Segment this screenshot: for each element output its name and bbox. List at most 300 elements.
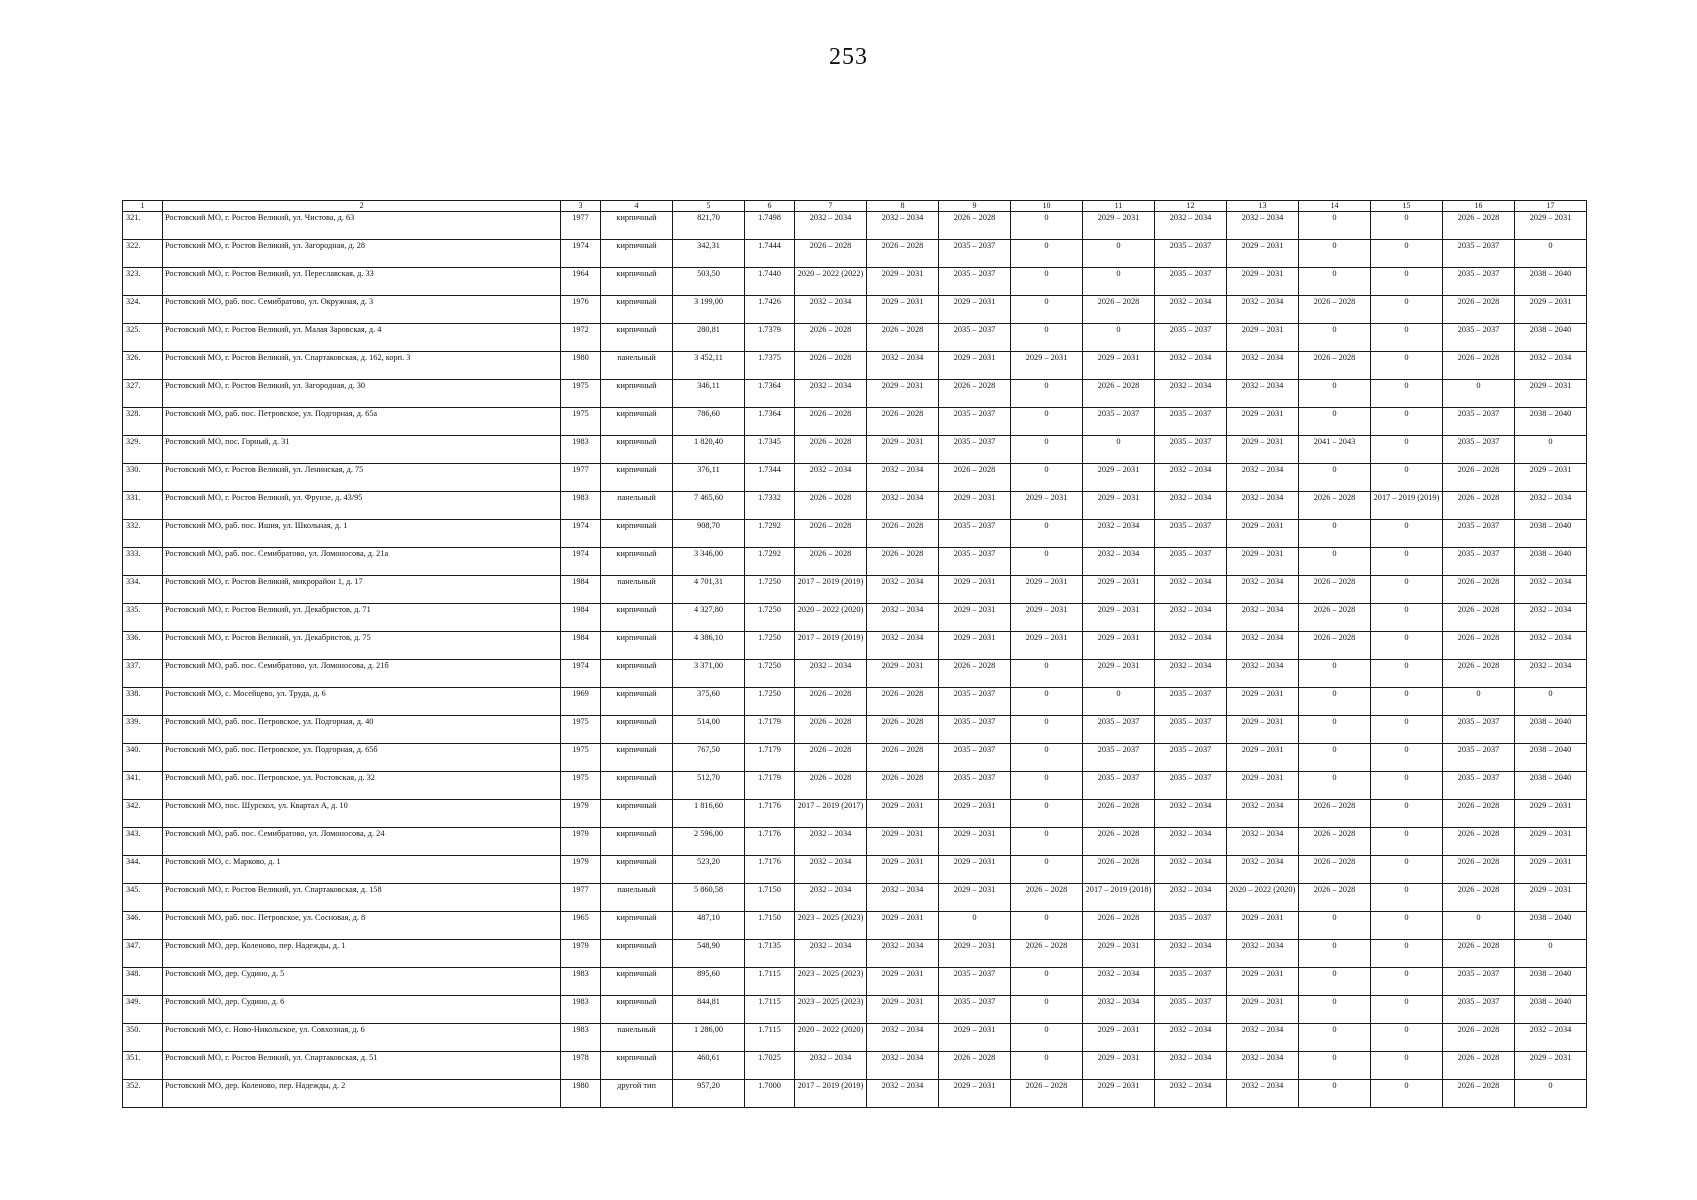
cell-build-year: 1983 <box>561 492 601 520</box>
cell-period-col-9: 2029 – 2031 <box>939 576 1011 604</box>
cell-period-col-17: 2038 – 2040 <box>1515 520 1587 548</box>
cell-row-number: 327. <box>123 380 163 408</box>
table-row <box>123 1024 1587 1052</box>
cell-period-col-8: 2029 – 2031 <box>867 268 939 296</box>
column-number-4: 4 <box>601 201 673 212</box>
cell-period-col-11: 2026 – 2028 <box>1083 380 1155 408</box>
cell-build-year: 1979 <box>561 800 601 828</box>
table-row <box>123 408 1587 436</box>
cell-period-col-15: 0 <box>1371 1052 1443 1080</box>
cell-wall-material: кирпичный <box>601 464 673 492</box>
cell-period-col-14: 0 <box>1299 688 1371 716</box>
cell-area: 895,60 <box>673 968 745 996</box>
cell-period-col-8: 2026 – 2028 <box>867 548 939 576</box>
cell-period-col-15: 0 <box>1371 940 1443 968</box>
cell-period-col-14: 0 <box>1299 240 1371 268</box>
cell-period-col-12: 2032 – 2034 <box>1155 576 1227 604</box>
cell-period-col-13: 2029 – 2031 <box>1227 324 1299 352</box>
cell-period-col-8: 2032 – 2034 <box>867 576 939 604</box>
cell-period-col-12: 2032 – 2034 <box>1155 492 1227 520</box>
cell-period-col-8: 2026 – 2028 <box>867 324 939 352</box>
cell-area: 957,20 <box>673 1080 745 1108</box>
cell-address: Ростовский МО, г. Ростов Великий, ул. Загородная, д. 30 <box>163 380 561 408</box>
cell-row-number: 347. <box>123 940 163 968</box>
cell-period-col-7: 2017 – 2019 (2019) <box>795 632 867 660</box>
cell-period-col-11: 0 <box>1083 240 1155 268</box>
cell-period-col-15: 2017 – 2019 (2019) <box>1371 492 1443 520</box>
cell-period-col-13: 2032 – 2034 <box>1227 660 1299 688</box>
cell-period-col-16: 2035 – 2037 <box>1443 268 1515 296</box>
cell-build-year: 1984 <box>561 576 601 604</box>
cell-period-col-7: 2026 – 2028 <box>795 492 867 520</box>
cell-period-col-9: 2035 – 2037 <box>939 268 1011 296</box>
table-row <box>123 492 1587 520</box>
cell-priority-index: 1.7115 <box>745 968 795 996</box>
cell-period-col-13: 2032 – 2034 <box>1227 1052 1299 1080</box>
cell-period-col-10: 2026 – 2028 <box>1011 940 1083 968</box>
cell-period-col-15: 0 <box>1371 436 1443 464</box>
column-number-16: 16 <box>1443 201 1515 212</box>
cell-period-col-15: 0 <box>1371 912 1443 940</box>
cell-period-col-10: 0 <box>1011 324 1083 352</box>
cell-period-col-16: 2026 – 2028 <box>1443 212 1515 240</box>
column-number-5: 5 <box>673 201 745 212</box>
cell-row-number: 344. <box>123 856 163 884</box>
cell-period-col-16: 2026 – 2028 <box>1443 1080 1515 1108</box>
cell-build-year: 1972 <box>561 324 601 352</box>
cell-period-col-14: 0 <box>1299 408 1371 436</box>
cell-address: Ростовский МО, пос. Шурскол, ул. Квартал А, д. 10 <box>163 800 561 828</box>
cell-period-col-9: 2026 – 2028 <box>939 660 1011 688</box>
cell-build-year: 1975 <box>561 772 601 800</box>
cell-period-col-17: 2038 – 2040 <box>1515 912 1587 940</box>
cell-period-col-10: 0 <box>1011 828 1083 856</box>
cell-period-col-12: 2035 – 2037 <box>1155 688 1227 716</box>
cell-period-col-17: 2032 – 2034 <box>1515 352 1587 380</box>
cell-period-col-17: 0 <box>1515 1080 1587 1108</box>
cell-period-col-11: 2029 – 2031 <box>1083 1080 1155 1108</box>
cell-period-col-9: 2035 – 2037 <box>939 968 1011 996</box>
cell-build-year: 1979 <box>561 828 601 856</box>
cell-period-col-15: 0 <box>1371 380 1443 408</box>
cell-period-col-10: 0 <box>1011 212 1083 240</box>
cell-period-col-16: 2035 – 2037 <box>1443 324 1515 352</box>
cell-period-col-7: 2032 – 2034 <box>795 856 867 884</box>
cell-period-col-9: 2029 – 2031 <box>939 884 1011 912</box>
cell-period-col-11: 0 <box>1083 688 1155 716</box>
cell-period-col-11: 2026 – 2028 <box>1083 912 1155 940</box>
cell-period-col-8: 2026 – 2028 <box>867 772 939 800</box>
cell-row-number: 322. <box>123 240 163 268</box>
cell-period-col-12: 2035 – 2037 <box>1155 716 1227 744</box>
cell-row-number: 349. <box>123 996 163 1024</box>
table-row <box>123 632 1587 660</box>
cell-period-col-9: 2035 – 2037 <box>939 240 1011 268</box>
cell-period-col-15: 0 <box>1371 268 1443 296</box>
cell-period-col-9: 2029 – 2031 <box>939 604 1011 632</box>
cell-period-col-8: 2032 – 2034 <box>867 1024 939 1052</box>
table-row <box>123 464 1587 492</box>
column-number-10: 10 <box>1011 201 1083 212</box>
cell-row-number: 330. <box>123 464 163 492</box>
cell-build-year: 1983 <box>561 968 601 996</box>
cell-area: 460,61 <box>673 1052 745 1080</box>
cell-period-col-11: 2032 – 2034 <box>1083 548 1155 576</box>
cell-period-col-7: 2026 – 2028 <box>795 436 867 464</box>
cell-period-col-9: 0 <box>939 912 1011 940</box>
cell-build-year: 1979 <box>561 940 601 968</box>
cell-period-col-11: 2029 – 2031 <box>1083 940 1155 968</box>
cell-row-number: 348. <box>123 968 163 996</box>
cell-period-col-9: 2029 – 2031 <box>939 296 1011 324</box>
cell-build-year: 1965 <box>561 912 601 940</box>
cell-wall-material: кирпичный <box>601 408 673 436</box>
cell-priority-index: 1.7292 <box>745 520 795 548</box>
cell-period-col-7: 2026 – 2028 <box>795 744 867 772</box>
cell-period-col-12: 2032 – 2034 <box>1155 1080 1227 1108</box>
cell-wall-material: кирпичный <box>601 296 673 324</box>
cell-period-col-15: 0 <box>1371 296 1443 324</box>
cell-priority-index: 1.7176 <box>745 856 795 884</box>
cell-period-col-12: 2035 – 2037 <box>1155 996 1227 1024</box>
cell-wall-material: кирпичный <box>601 520 673 548</box>
cell-row-number: 345. <box>123 884 163 912</box>
table-header <box>123 201 1587 212</box>
cell-priority-index: 1.7379 <box>745 324 795 352</box>
cell-build-year: 1969 <box>561 688 601 716</box>
cell-period-col-11: 2035 – 2037 <box>1083 744 1155 772</box>
cell-area: 5 860,58 <box>673 884 745 912</box>
cell-period-col-7: 2017 – 2019 (2019) <box>795 576 867 604</box>
cell-period-col-14: 2026 – 2028 <box>1299 856 1371 884</box>
cell-row-number: 350. <box>123 1024 163 1052</box>
cell-period-col-10: 0 <box>1011 296 1083 324</box>
cell-period-col-14: 0 <box>1299 464 1371 492</box>
cell-period-col-14: 2026 – 2028 <box>1299 576 1371 604</box>
cell-build-year: 1976 <box>561 296 601 324</box>
cell-period-col-7: 2032 – 2034 <box>795 884 867 912</box>
cell-wall-material: кирпичный <box>601 772 673 800</box>
cell-period-col-15: 0 <box>1371 744 1443 772</box>
cell-period-col-8: 2029 – 2031 <box>867 660 939 688</box>
cell-period-col-16: 2026 – 2028 <box>1443 940 1515 968</box>
cell-row-number: 336. <box>123 632 163 660</box>
cell-build-year: 1984 <box>561 604 601 632</box>
cell-period-col-16: 2035 – 2037 <box>1443 744 1515 772</box>
cell-period-col-13: 2032 – 2034 <box>1227 604 1299 632</box>
cell-area: 548,90 <box>673 940 745 968</box>
cell-area: 375,60 <box>673 688 745 716</box>
cell-period-col-7: 2020 – 2022 (2020) <box>795 604 867 632</box>
cell-period-col-14: 0 <box>1299 1024 1371 1052</box>
cell-period-col-14: 2026 – 2028 <box>1299 800 1371 828</box>
cell-address: Ростовский МО, пос. Горный, д. 31 <box>163 436 561 464</box>
cell-period-col-14: 0 <box>1299 268 1371 296</box>
cell-period-col-13: 2029 – 2031 <box>1227 548 1299 576</box>
cell-period-col-8: 2032 – 2034 <box>867 1052 939 1080</box>
column-number-13: 13 <box>1227 201 1299 212</box>
cell-area: 844,81 <box>673 996 745 1024</box>
cell-period-col-13: 2029 – 2031 <box>1227 968 1299 996</box>
cell-priority-index: 1.7498 <box>745 212 795 240</box>
cell-period-col-11: 2029 – 2031 <box>1083 492 1155 520</box>
cell-period-col-10: 0 <box>1011 688 1083 716</box>
cell-period-col-13: 2032 – 2034 <box>1227 1024 1299 1052</box>
cell-period-col-13: 2029 – 2031 <box>1227 772 1299 800</box>
cell-period-col-11: 2029 – 2031 <box>1083 1024 1155 1052</box>
cell-period-col-12: 2035 – 2037 <box>1155 520 1227 548</box>
cell-period-col-17: 0 <box>1515 940 1587 968</box>
cell-area: 342,31 <box>673 240 745 268</box>
cell-period-col-12: 2035 – 2037 <box>1155 548 1227 576</box>
column-number-12: 12 <box>1155 201 1227 212</box>
cell-period-col-16: 2026 – 2028 <box>1443 660 1515 688</box>
cell-row-number: 342. <box>123 800 163 828</box>
cell-period-col-11: 2032 – 2034 <box>1083 996 1155 1024</box>
cell-period-col-8: 2029 – 2031 <box>867 380 939 408</box>
cell-build-year: 1975 <box>561 716 601 744</box>
cell-period-col-16: 2035 – 2037 <box>1443 548 1515 576</box>
cell-period-col-13: 2029 – 2031 <box>1227 996 1299 1024</box>
cell-period-col-9: 2035 – 2037 <box>939 548 1011 576</box>
cell-area: 514,00 <box>673 716 745 744</box>
cell-period-col-17: 2032 – 2034 <box>1515 604 1587 632</box>
cell-period-col-15: 0 <box>1371 800 1443 828</box>
cell-period-col-10: 2029 – 2031 <box>1011 352 1083 380</box>
column-number-3: 3 <box>561 201 601 212</box>
cell-period-col-16: 2026 – 2028 <box>1443 296 1515 324</box>
table-row <box>123 884 1587 912</box>
cell-period-col-11: 2029 – 2031 <box>1083 576 1155 604</box>
cell-area: 512,70 <box>673 772 745 800</box>
cell-period-col-8: 2032 – 2034 <box>867 352 939 380</box>
cell-period-col-9: 2035 – 2037 <box>939 744 1011 772</box>
cell-priority-index: 1.7000 <box>745 1080 795 1108</box>
cell-period-col-16: 2035 – 2037 <box>1443 968 1515 996</box>
cell-period-col-10: 0 <box>1011 520 1083 548</box>
cell-period-col-17: 2038 – 2040 <box>1515 408 1587 436</box>
cell-period-col-14: 0 <box>1299 1052 1371 1080</box>
table-row <box>123 660 1587 688</box>
cell-priority-index: 1.7250 <box>745 576 795 604</box>
cell-wall-material: другой тип <box>601 1080 673 1108</box>
cell-area: 7 465,60 <box>673 492 745 520</box>
cell-period-col-12: 2032 – 2034 <box>1155 604 1227 632</box>
cell-priority-index: 1.7150 <box>745 884 795 912</box>
cell-period-col-13: 2029 – 2031 <box>1227 268 1299 296</box>
cell-wall-material: панельный <box>601 492 673 520</box>
cell-period-col-12: 2032 – 2034 <box>1155 296 1227 324</box>
cell-area: 821,70 <box>673 212 745 240</box>
cell-period-col-13: 2029 – 2031 <box>1227 408 1299 436</box>
cell-period-col-9: 2035 – 2037 <box>939 772 1011 800</box>
cell-period-col-8: 2026 – 2028 <box>867 240 939 268</box>
cell-period-col-15: 0 <box>1371 408 1443 436</box>
cell-period-col-8: 2032 – 2034 <box>867 604 939 632</box>
cell-row-number: 325. <box>123 324 163 352</box>
cell-period-col-10: 0 <box>1011 716 1083 744</box>
cell-period-col-17: 2038 – 2040 <box>1515 716 1587 744</box>
cell-period-col-7: 2032 – 2034 <box>795 828 867 856</box>
cell-period-col-13: 2029 – 2031 <box>1227 716 1299 744</box>
cell-period-col-16: 2026 – 2028 <box>1443 576 1515 604</box>
cell-priority-index: 1.7115 <box>745 1024 795 1052</box>
cell-period-col-17: 0 <box>1515 240 1587 268</box>
cell-period-col-14: 2026 – 2028 <box>1299 352 1371 380</box>
cell-build-year: 1983 <box>561 996 601 1024</box>
column-number-9: 9 <box>939 201 1011 212</box>
table-row <box>123 772 1587 800</box>
cell-wall-material: кирпичный <box>601 1052 673 1080</box>
cell-period-col-10: 2029 – 2031 <box>1011 576 1083 604</box>
cell-period-col-16: 2026 – 2028 <box>1443 884 1515 912</box>
cell-period-col-13: 2032 – 2034 <box>1227 1080 1299 1108</box>
cell-period-col-12: 2035 – 2037 <box>1155 240 1227 268</box>
cell-address: Ростовский МО, дер. Коленово, пер. Надежды, д. 2 <box>163 1080 561 1108</box>
cell-period-col-9: 2029 – 2031 <box>939 1024 1011 1052</box>
cell-wall-material: кирпичный <box>601 548 673 576</box>
cell-period-col-9: 2035 – 2037 <box>939 996 1011 1024</box>
cell-period-col-8: 2029 – 2031 <box>867 996 939 1024</box>
cell-priority-index: 1.7250 <box>745 688 795 716</box>
cell-period-col-17: 2029 – 2031 <box>1515 1052 1587 1080</box>
cell-period-col-16: 2026 – 2028 <box>1443 604 1515 632</box>
cell-period-col-10: 0 <box>1011 1052 1083 1080</box>
cell-period-col-7: 2017 – 2019 (2019) <box>795 1080 867 1108</box>
cell-period-col-15: 0 <box>1371 856 1443 884</box>
cell-period-col-16: 2035 – 2037 <box>1443 436 1515 464</box>
cell-period-col-16: 2035 – 2037 <box>1443 408 1515 436</box>
cell-period-col-15: 0 <box>1371 240 1443 268</box>
cell-period-col-7: 2017 – 2019 (2017) <box>795 800 867 828</box>
cell-period-col-15: 0 <box>1371 996 1443 1024</box>
cell-period-col-17: 2032 – 2034 <box>1515 576 1587 604</box>
cell-period-col-7: 2026 – 2028 <box>795 408 867 436</box>
cell-area: 523,20 <box>673 856 745 884</box>
cell-address: Ростовский МО, г. Ростов Великий, ул. Спартаковская, д. 51 <box>163 1052 561 1080</box>
cell-period-col-7: 2023 – 2025 (2023) <box>795 912 867 940</box>
cell-wall-material: кирпичный <box>601 912 673 940</box>
cell-period-col-15: 0 <box>1371 688 1443 716</box>
cell-period-col-12: 2032 – 2034 <box>1155 380 1227 408</box>
cell-priority-index: 1.7250 <box>745 660 795 688</box>
cell-period-col-14: 2026 – 2028 <box>1299 492 1371 520</box>
cell-period-col-11: 2026 – 2028 <box>1083 856 1155 884</box>
cell-wall-material: кирпичный <box>601 660 673 688</box>
cell-period-col-13: 2029 – 2031 <box>1227 520 1299 548</box>
cell-period-col-13: 2032 – 2034 <box>1227 464 1299 492</box>
cell-address: Ростовский МО, раб. пос. Петровское, ул. Подгорная, д. 65а <box>163 408 561 436</box>
cell-period-col-13: 2029 – 2031 <box>1227 240 1299 268</box>
cell-build-year: 1975 <box>561 408 601 436</box>
cell-period-col-12: 2032 – 2034 <box>1155 212 1227 240</box>
cell-period-col-17: 2038 – 2040 <box>1515 996 1587 1024</box>
cell-priority-index: 1.7364 <box>745 380 795 408</box>
cell-row-number: 339. <box>123 716 163 744</box>
cell-period-col-11: 2026 – 2028 <box>1083 800 1155 828</box>
cell-period-col-17: 2038 – 2040 <box>1515 744 1587 772</box>
cell-period-col-17: 0 <box>1515 688 1587 716</box>
cell-priority-index: 1.7179 <box>745 716 795 744</box>
cell-period-col-16: 2026 – 2028 <box>1443 352 1515 380</box>
cell-period-col-14: 0 <box>1299 548 1371 576</box>
cell-period-col-8: 2032 – 2034 <box>867 940 939 968</box>
cell-period-col-10: 0 <box>1011 996 1083 1024</box>
cell-priority-index: 1.7250 <box>745 604 795 632</box>
table-row <box>123 688 1587 716</box>
cell-period-col-10: 0 <box>1011 772 1083 800</box>
cell-build-year: 1974 <box>561 520 601 548</box>
cell-area: 376,11 <box>673 464 745 492</box>
cell-period-col-11: 2029 – 2031 <box>1083 212 1155 240</box>
cell-period-col-12: 2032 – 2034 <box>1155 660 1227 688</box>
cell-address: Ростовский МО, г. Ростов Великий, ул. Спартаковская, д. 162, корп. 3 <box>163 352 561 380</box>
cell-period-col-14: 0 <box>1299 744 1371 772</box>
cell-period-col-12: 2032 – 2034 <box>1155 884 1227 912</box>
cell-period-col-11: 2026 – 2028 <box>1083 828 1155 856</box>
cell-period-col-11: 2029 – 2031 <box>1083 352 1155 380</box>
cell-period-col-16: 2035 – 2037 <box>1443 772 1515 800</box>
cell-wall-material: кирпичный <box>601 828 673 856</box>
cell-area: 346,11 <box>673 380 745 408</box>
cell-period-col-9: 2029 – 2031 <box>939 828 1011 856</box>
cell-period-col-17: 2029 – 2031 <box>1515 464 1587 492</box>
cell-period-col-12: 2032 – 2034 <box>1155 1052 1227 1080</box>
cell-build-year: 1980 <box>561 352 601 380</box>
cell-build-year: 1964 <box>561 268 601 296</box>
cell-priority-index: 1.7179 <box>745 744 795 772</box>
cell-period-col-17: 2032 – 2034 <box>1515 660 1587 688</box>
cell-period-col-17: 0 <box>1515 436 1587 464</box>
cell-area: 786,60 <box>673 408 745 436</box>
cell-period-col-7: 2032 – 2034 <box>795 1052 867 1080</box>
table-row <box>123 240 1587 268</box>
cell-period-col-9: 2035 – 2037 <box>939 688 1011 716</box>
cell-area: 4 386,10 <box>673 632 745 660</box>
cell-period-col-15: 0 <box>1371 884 1443 912</box>
cell-area: 767,50 <box>673 744 745 772</box>
cell-period-col-10: 0 <box>1011 464 1083 492</box>
cell-period-col-9: 2029 – 2031 <box>939 1080 1011 1108</box>
cell-period-col-7: 2026 – 2028 <box>795 324 867 352</box>
cell-period-col-17: 2038 – 2040 <box>1515 968 1587 996</box>
cell-address: Ростовский МО, дер. Коленово, пер. Надежды, д. 1 <box>163 940 561 968</box>
cell-area: 3 199,00 <box>673 296 745 324</box>
cell-build-year: 1974 <box>561 660 601 688</box>
cell-period-col-13: 2032 – 2034 <box>1227 800 1299 828</box>
column-number-8: 8 <box>867 201 939 212</box>
cell-period-col-15: 0 <box>1371 604 1443 632</box>
cell-period-col-9: 2029 – 2031 <box>939 940 1011 968</box>
cell-period-col-11: 0 <box>1083 324 1155 352</box>
cell-priority-index: 1.7150 <box>745 912 795 940</box>
cell-period-col-14: 2026 – 2028 <box>1299 296 1371 324</box>
cell-period-col-17: 2038 – 2040 <box>1515 268 1587 296</box>
cell-period-col-13: 2029 – 2031 <box>1227 436 1299 464</box>
cell-period-col-13: 2032 – 2034 <box>1227 212 1299 240</box>
table-row <box>123 1080 1587 1108</box>
cell-address: Ростовский МО, г. Ростов Великий, ул. Чистова, д. 63 <box>163 212 561 240</box>
cell-period-col-12: 2032 – 2034 <box>1155 1024 1227 1052</box>
cell-address: Ростовский МО, с. Ново-Никольское, ул. Совхозная, д. 6 <box>163 1024 561 1052</box>
cell-period-col-8: 2032 – 2034 <box>867 492 939 520</box>
cell-address: Ростовский МО, раб. пос. Семибратово, ул. Ломоносова, д. 21б <box>163 660 561 688</box>
table-row <box>123 912 1587 940</box>
cell-period-col-15: 0 <box>1371 212 1443 240</box>
cell-wall-material: кирпичный <box>601 996 673 1024</box>
cell-period-col-8: 2026 – 2028 <box>867 408 939 436</box>
cell-period-col-16: 2026 – 2028 <box>1443 492 1515 520</box>
